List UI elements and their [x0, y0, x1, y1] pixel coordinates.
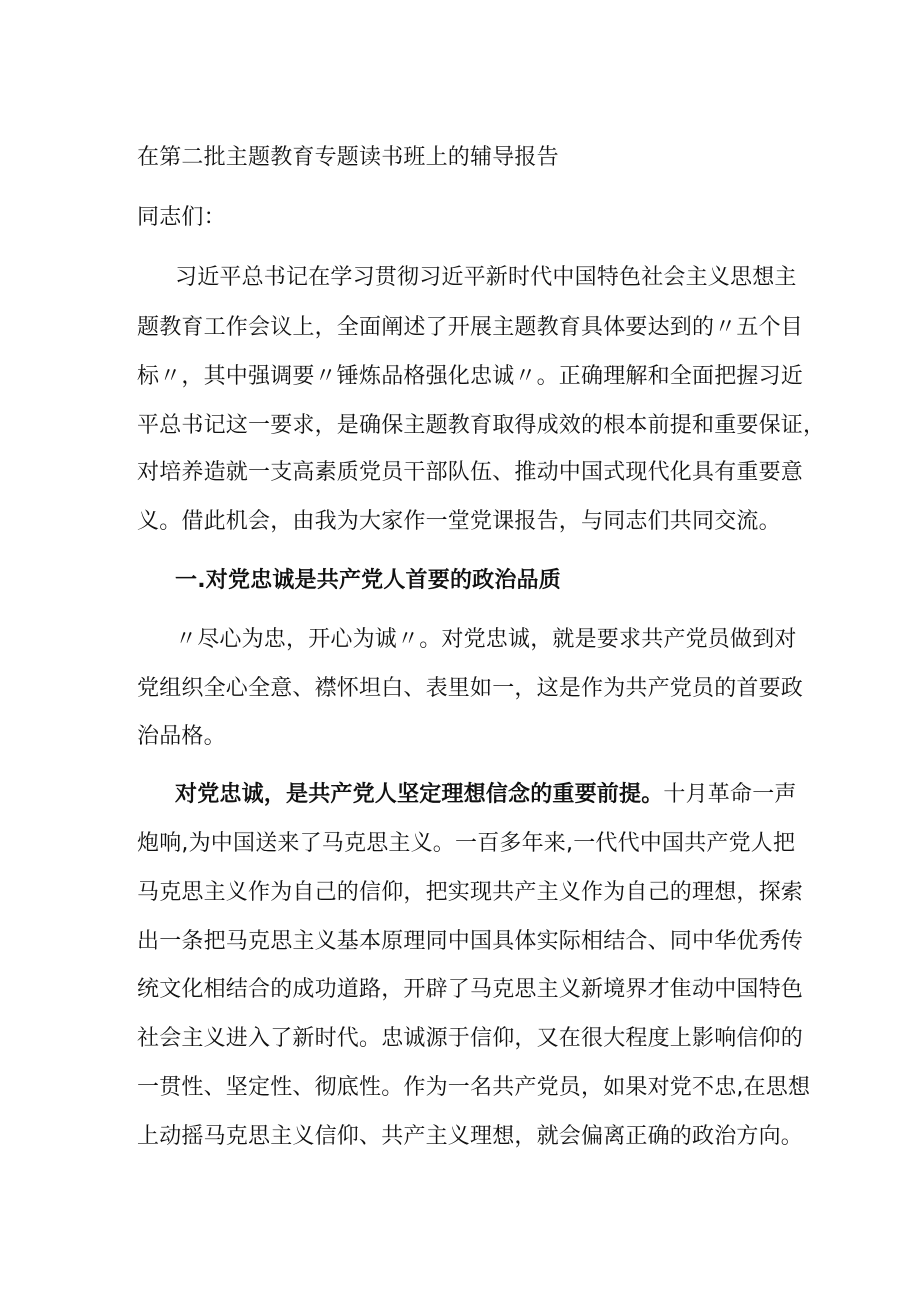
intro-line: 题教育工作会议上，全面阐述了开展主题教育具体要达到的〃五个目 [137, 315, 804, 340]
section-paragraph-line: 党组织全心全意、襟怀坦白、表里如一，这是作为共产党员的首要政 [137, 676, 804, 701]
paragraph-line: 一贯性、坚定性、彻底性。作为一名共产党员，如果对党不忠,在思想 [137, 1075, 811, 1100]
paragraph-line: 马克思主义作为自己的信仰，把实现共产主义作为自己的理想，探索 [137, 880, 804, 905]
paragraph-line: 社会主义进入了新时代。忠诚源于信仰，又在很大程度上影响信仰的 [137, 1026, 804, 1051]
paragraph-line: 统文化相结合的成功道路，开辟了马克思主义新境界才隹动中国特色 [137, 977, 804, 1002]
intro-line: 对培养造就一支高素质党员干部队伍、推动中国式现代化具有重要意 [137, 460, 804, 485]
intro-line: 标〃，其中强调要〃锤炼品格强化忠诚〃。正确理解和全面把握习近 [137, 364, 804, 389]
salutation: 同志们： [137, 205, 226, 230]
intro-line: 平总书记这一要求，是确保主题教育取得成效的根本前提和重要保证， [137, 413, 826, 438]
section-paragraph-line: 〃尽心为忠，开心为诚〃。对党忠诚，就是要求共产党员做到对 [175, 627, 797, 652]
section-paragraph-line: 治品格。 [137, 724, 226, 749]
document-title: 在第二批主题教育专题读书班上的辅导报告 [137, 145, 559, 170]
paragraph-line: 炮响,为中国送来了马克思主义。一百多年来,一代代中国共产党人把 [137, 831, 796, 856]
bold-lead-sentence: 对党忠诚，是共产党人坚定理想信念的重要前提。 [175, 782, 664, 807]
paragraph-line: 上动摇马克思主义信仰、共产主义理想，就会偏离正确的政治方向。 [137, 1124, 804, 1149]
section-heading: 一.对党忠诚是共产党人首要的政治品质 [175, 568, 561, 593]
paragraph-first-line-rest: 十月革命一声 [663, 782, 797, 807]
paragraph-line: 出一条把马克思主义基本原理同中国具体实际相结合、同中华优秀传 [137, 929, 804, 954]
intro-line: 义。借此机会，由我为大家作一堂党课报告，与同志们共同交流。 [137, 509, 781, 534]
intro-line: 习近平总书记在学习贯彻习近平新时代中国特色社会主义思想主 [175, 265, 797, 290]
paragraph-first-line [175, 780, 797, 810]
